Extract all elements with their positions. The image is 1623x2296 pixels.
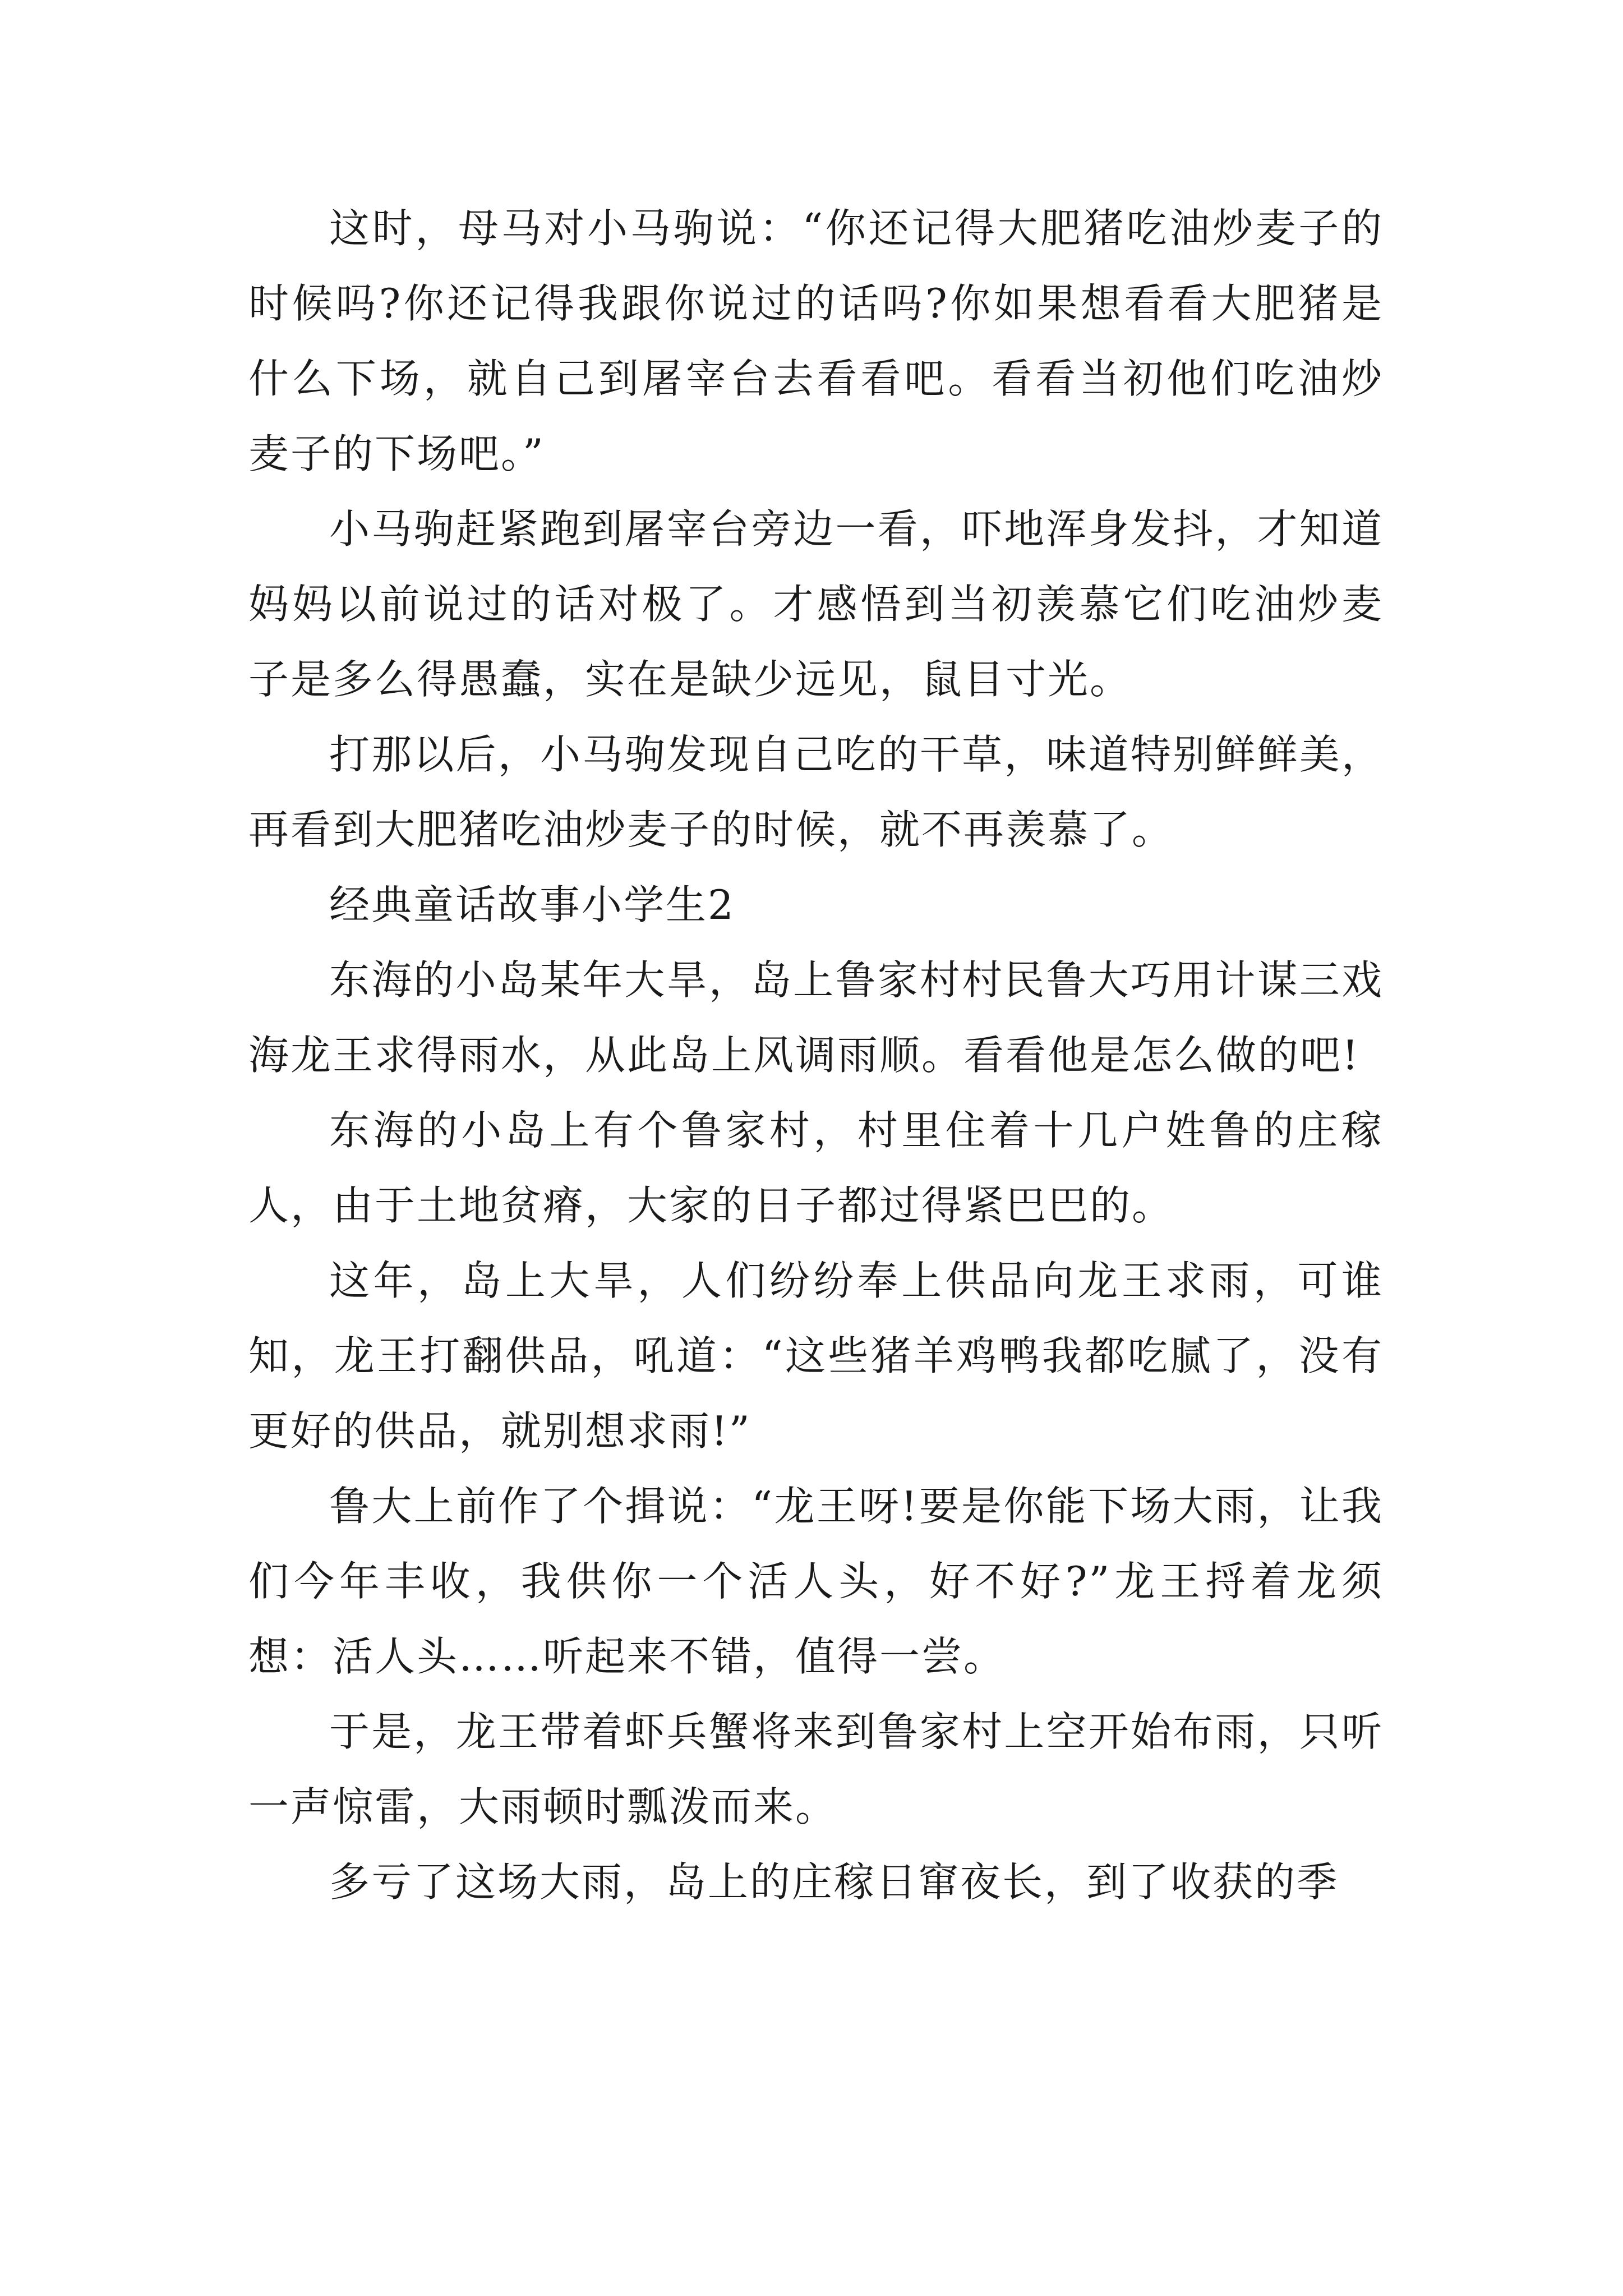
paragraph: 这时，母马对小马驹说：“你还记得大肥猪吃油炒麦子的时候吗?你还记得我跟你说过的话吗?你如果想看看大肥猪是什么下场，就自己到屠宰台去看看吧。看看当初他们吃油炒麦子的下场吧。” bbox=[248, 205, 1384, 477]
page-body bbox=[248, 191, 1384, 1920]
paragraph: 东海的小岛上有个鲁家村，村里住着十几户姓鲁的庄稼人，由于土地贫瘠，大家的日子都过得紧巴巴的。 bbox=[248, 1107, 1384, 1229]
paragraph: 于是，龙王带着虾兵蟹将来到鲁家村上空开始布雨，只听一声惊雷，大雨顿时瓢泼而来。 bbox=[248, 1708, 1384, 1830]
paragraph: 小马驹赶紧跑到屠宰台旁边一看，吓地浑身发抖，才知道妈妈以前说过的话对极了。才感悟到当初羡慕它们吃油炒麦子是多么得愚蠢，实在是缺少远见，鼠目寸光。 bbox=[248, 505, 1384, 703]
paragraph: 打那以后，小马驹发现自己吃的干草，味道特别鲜鲜美，再看到大肥猪吃油炒麦子的时候，就不再羡慕了。 bbox=[248, 731, 1384, 853]
paragraph: 鲁大上前作了个揖说：“龙王呀!要是你能下场大雨，让我们今年丰收，我供你一个活人头，好不好?”龙王捋着龙须想：活人头……听起来不错，值得一尝。 bbox=[248, 1483, 1384, 1680]
paragraph: 东海的小岛某年大旱，岛上鲁家村村民鲁大巧用计谋三戏海龙王求得雨水，从此岛上风调雨顺。看看他是怎么做的吧! bbox=[248, 956, 1384, 1079]
paragraph: 这年，岛上大旱，人们纷纷奉上供品向龙王求雨，可谁知，龙王打翻供品，吼道：“这些猪羊鸡鸭我都吃腻了，没有更好的供品，就别想求雨!” bbox=[248, 1257, 1384, 1455]
paragraph: 多亏了这场大雨，岛上的庄稼日窜夜长，到了收获的季 bbox=[329, 1858, 1339, 1906]
section-heading: 经典童话故事小学生2 bbox=[329, 881, 735, 928]
